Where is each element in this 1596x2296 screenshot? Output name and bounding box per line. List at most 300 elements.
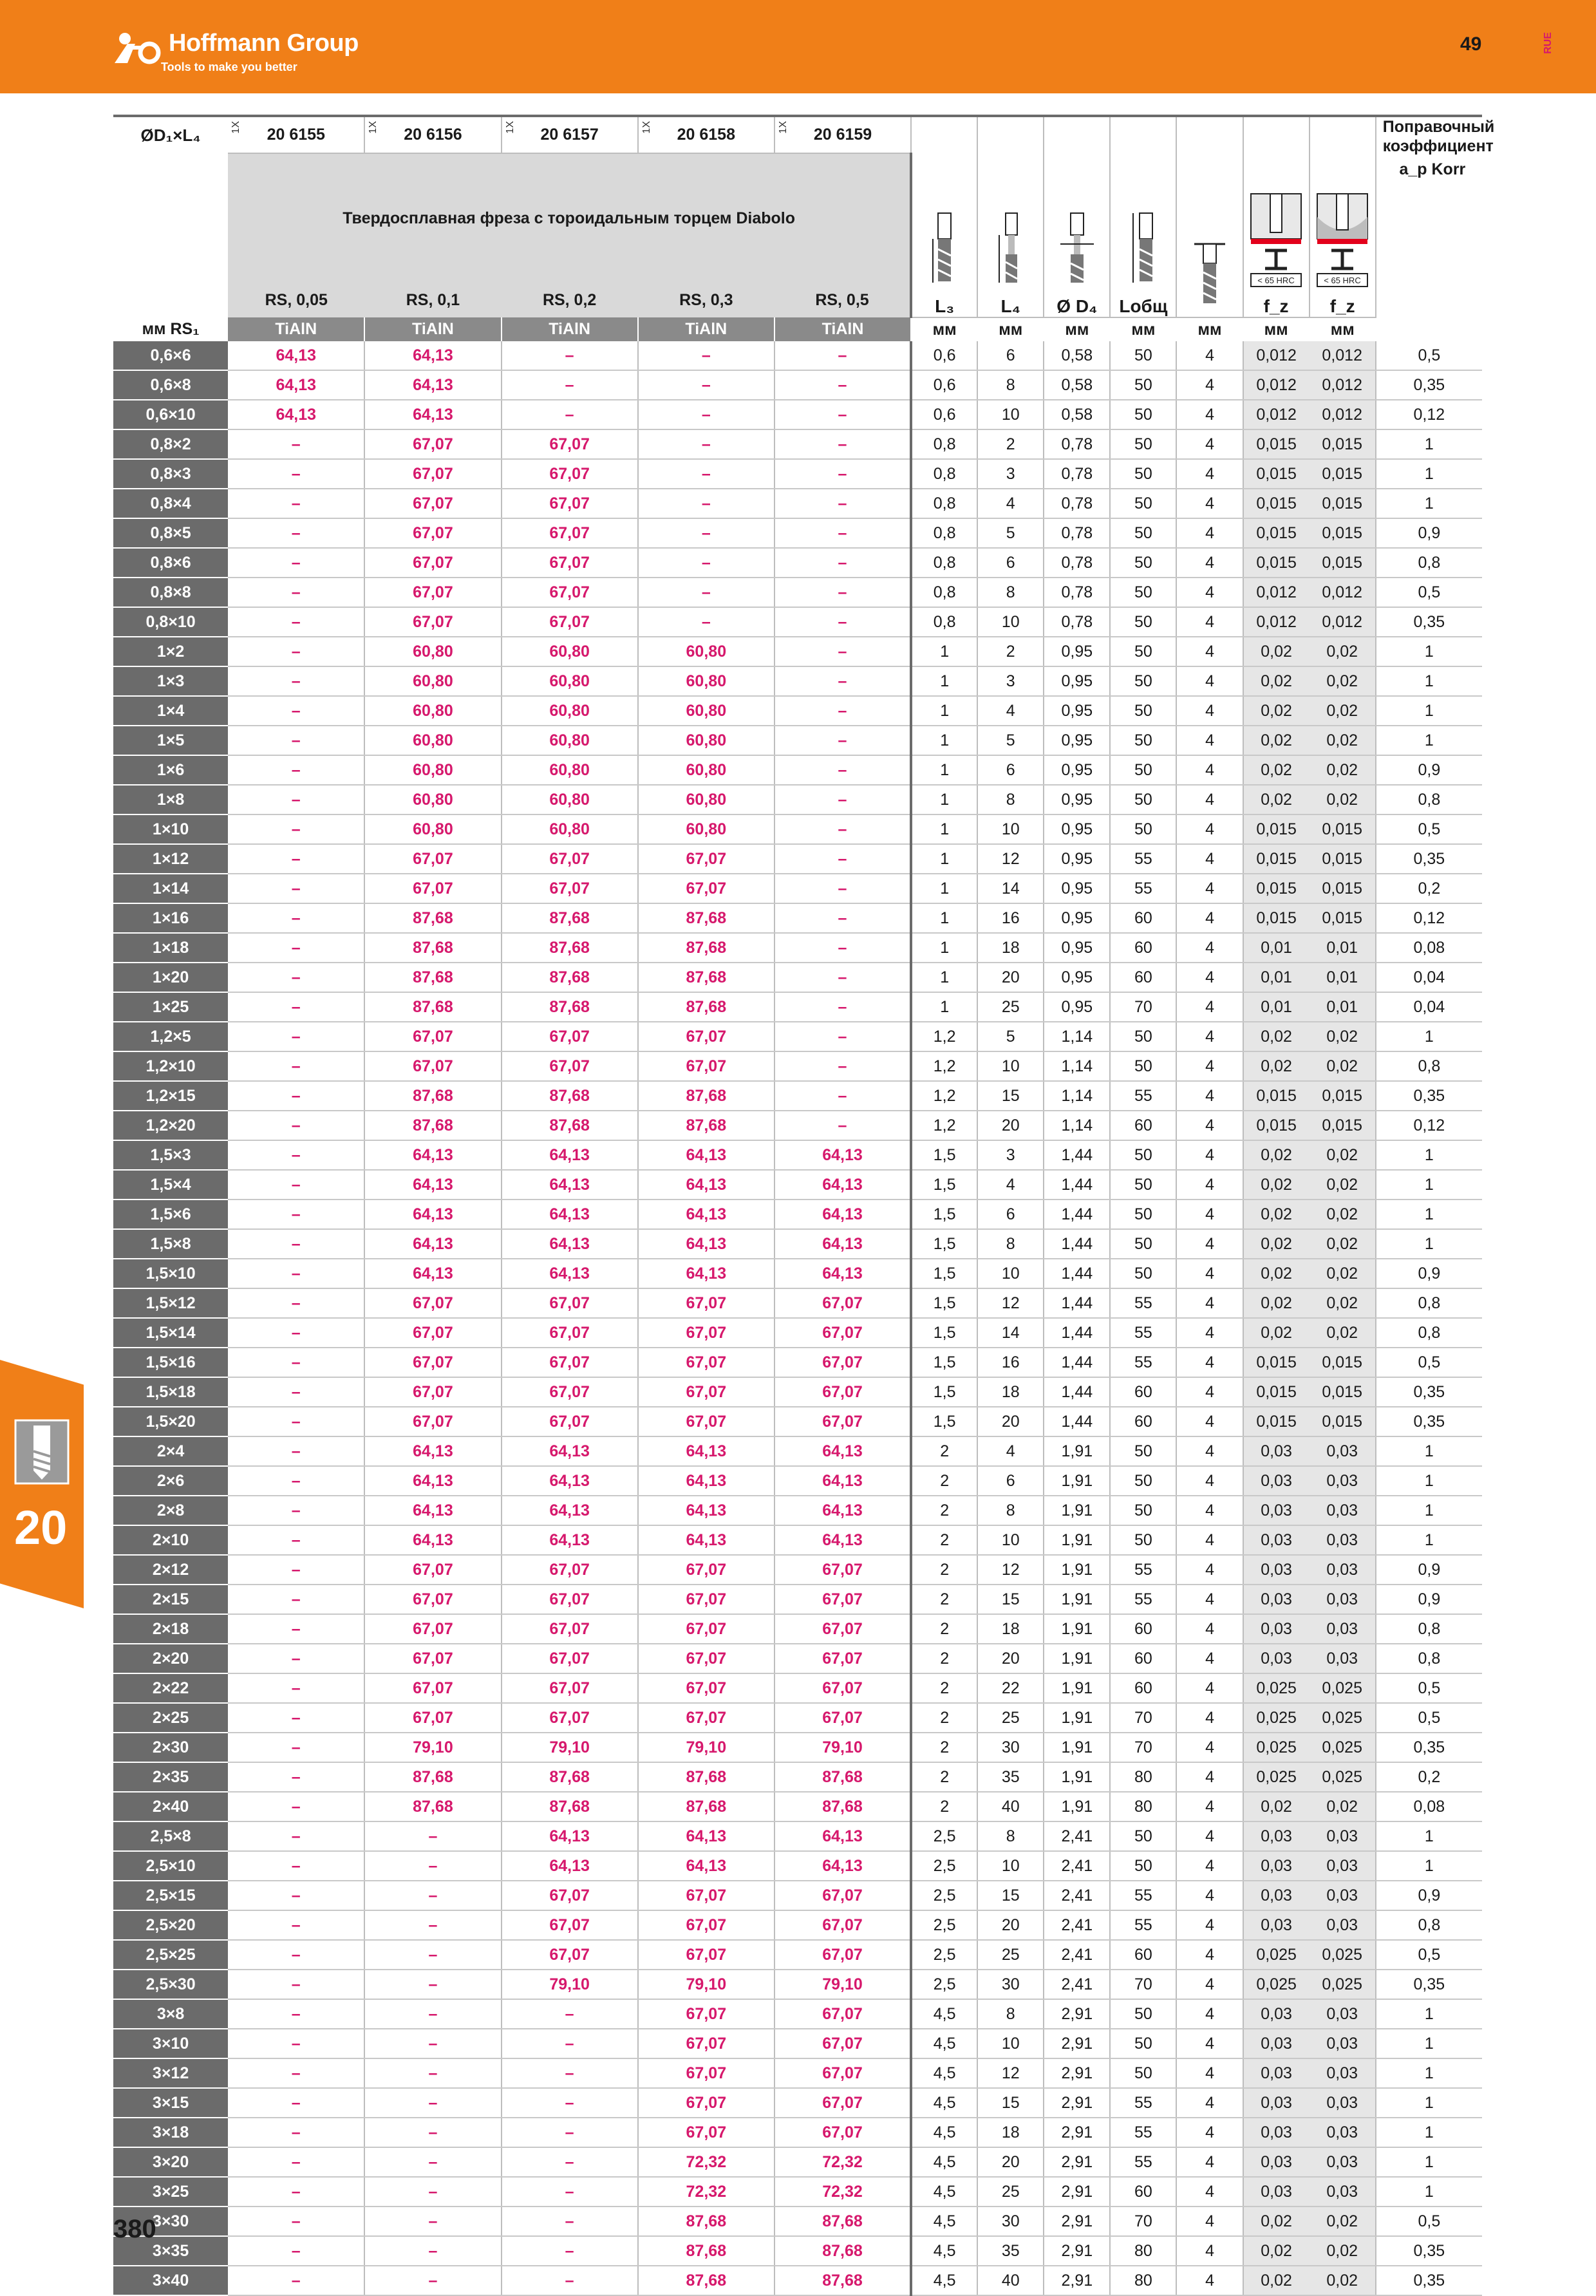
price-cell[interactable]: 67,07 <box>364 518 501 548</box>
table-row[interactable] <box>113 637 1482 666</box>
price-cell[interactable]: – <box>502 1999 638 2029</box>
table-row[interactable] <box>113 459 1482 489</box>
price-cell[interactable]: 60,80 <box>364 785 501 814</box>
price-cell[interactable]: 67,07 <box>502 1407 638 1436</box>
price-cell[interactable]: 87,68 <box>502 1081 638 1111</box>
price-cell[interactable]: 67,07 <box>638 1644 775 1673</box>
price-cell[interactable]: 67,07 <box>364 1703 501 1733</box>
price-cell[interactable]: 67,07 <box>502 518 638 548</box>
price-cell[interactable]: 87,68 <box>775 2266 911 2295</box>
price-cell[interactable]: – <box>228 1288 364 1318</box>
price-cell[interactable]: 64,13 <box>775 1170 911 1200</box>
price-cell[interactable]: – <box>228 726 364 755</box>
price-cell[interactable]: 67,07 <box>638 1348 775 1377</box>
price-cell[interactable]: 67,07 <box>364 607 501 637</box>
price-cell[interactable]: 87,68 <box>502 1792 638 1821</box>
price-cell[interactable]: – <box>228 1555 364 1585</box>
price-cell[interactable]: 64,13 <box>638 1229 775 1259</box>
price-cell[interactable]: 67,07 <box>364 489 501 518</box>
price-cell[interactable]: 64,13 <box>228 400 364 429</box>
table-row[interactable] <box>113 2236 1482 2266</box>
table-row[interactable] <box>113 1792 1482 1821</box>
table-row[interactable] <box>113 1377 1482 1407</box>
price-cell[interactable]: – <box>228 785 364 814</box>
table-row[interactable] <box>113 1140 1482 1170</box>
table-row[interactable] <box>113 1200 1482 1229</box>
price-cell[interactable]: – <box>228 2207 364 2236</box>
price-cell[interactable]: 79,10 <box>638 1733 775 1762</box>
price-cell[interactable]: 67,07 <box>364 578 501 607</box>
price-cell[interactable]: – <box>775 400 911 429</box>
article-header-1[interactable] <box>364 116 501 153</box>
price-cell[interactable]: – <box>228 2236 364 2266</box>
price-cell[interactable]: – <box>228 1466 364 1496</box>
price-cell[interactable]: 67,07 <box>775 2058 911 2088</box>
price-cell[interactable]: – <box>775 429 911 459</box>
price-cell[interactable]: 64,13 <box>775 1436 911 1466</box>
price-cell[interactable]: 64,13 <box>638 1170 775 1200</box>
price-cell[interactable]: – <box>775 933 911 963</box>
price-cell[interactable]: – <box>775 726 911 755</box>
price-cell[interactable]: 67,07 <box>502 1644 638 1673</box>
price-cell[interactable]: – <box>228 1733 364 1762</box>
price-cell[interactable]: 67,07 <box>502 1614 638 1644</box>
price-cell[interactable]: 87,68 <box>364 1792 501 1821</box>
price-cell[interactable]: 87,68 <box>638 1792 775 1821</box>
price-cell[interactable]: 64,13 <box>228 341 364 370</box>
price-cell[interactable]: – <box>638 548 775 578</box>
price-cell[interactable]: 87,68 <box>502 1762 638 1792</box>
price-cell[interactable]: – <box>228 1022 364 1051</box>
table-row[interactable] <box>113 1496 1482 1525</box>
price-cell[interactable]: 67,07 <box>502 1910 638 1940</box>
price-cell[interactable]: 64,13 <box>638 1436 775 1466</box>
price-cell[interactable]: – <box>228 1821 364 1851</box>
price-cell[interactable]: 67,07 <box>775 1585 911 1614</box>
table-row[interactable] <box>113 1733 1482 1762</box>
price-cell[interactable]: – <box>775 341 911 370</box>
price-cell[interactable]: 87,68 <box>364 1762 501 1792</box>
table-row[interactable] <box>113 429 1482 459</box>
price-cell[interactable]: 87,68 <box>502 992 638 1022</box>
price-cell[interactable]: – <box>502 2147 638 2177</box>
price-cell[interactable]: 64,13 <box>775 1200 911 1229</box>
price-cell[interactable]: – <box>502 2236 638 2266</box>
table-row[interactable] <box>113 1970 1482 1999</box>
price-cell[interactable]: 67,07 <box>775 1703 911 1733</box>
price-cell[interactable]: – <box>228 2177 364 2207</box>
price-cell[interactable]: 67,07 <box>502 1703 638 1733</box>
price-cell[interactable]: 72,32 <box>775 2147 911 2177</box>
price-cell[interactable]: – <box>775 963 911 992</box>
price-cell[interactable]: 64,13 <box>228 370 364 400</box>
price-cell[interactable]: 67,07 <box>775 1881 911 1910</box>
price-cell[interactable]: 64,13 <box>775 1140 911 1170</box>
price-cell[interactable]: 64,13 <box>502 1170 638 1200</box>
price-cell[interactable]: – <box>775 1111 911 1140</box>
price-cell[interactable]: – <box>775 637 911 666</box>
price-cell[interactable]: 67,07 <box>364 1555 501 1585</box>
price-cell[interactable]: – <box>775 459 911 489</box>
price-cell[interactable]: 67,07 <box>364 874 501 903</box>
price-cell[interactable]: – <box>228 1585 364 1614</box>
price-cell[interactable]: 64,13 <box>364 370 501 400</box>
price-cell[interactable]: 64,13 <box>502 1496 638 1525</box>
price-cell[interactable]: – <box>228 1051 364 1081</box>
price-cell[interactable]: 60,80 <box>502 755 638 785</box>
price-cell[interactable]: 67,07 <box>638 1940 775 1970</box>
price-cell[interactable]: 67,07 <box>775 1318 911 1348</box>
table-row[interactable] <box>113 755 1482 785</box>
price-cell[interactable]: 67,07 <box>638 874 775 903</box>
price-cell[interactable]: – <box>228 2029 364 2058</box>
price-cell[interactable]: 87,68 <box>364 992 501 1022</box>
price-cell[interactable]: – <box>228 844 364 874</box>
table-row[interactable] <box>113 1910 1482 1940</box>
price-cell[interactable]: 67,07 <box>502 489 638 518</box>
price-cell[interactable]: 67,07 <box>638 1318 775 1348</box>
table-row[interactable] <box>113 1288 1482 1318</box>
price-cell[interactable]: 64,13 <box>638 1525 775 1555</box>
price-cell[interactable]: – <box>502 2177 638 2207</box>
price-cell[interactable]: 67,07 <box>638 1881 775 1910</box>
price-cell[interactable]: – <box>775 518 911 548</box>
table-row[interactable] <box>113 1821 1482 1851</box>
price-cell[interactable]: 87,68 <box>502 903 638 933</box>
price-cell[interactable]: 67,07 <box>364 1673 501 1703</box>
price-cell[interactable]: 87,68 <box>775 2236 911 2266</box>
table-row[interactable] <box>113 874 1482 903</box>
table-row[interactable] <box>113 607 1482 637</box>
price-cell[interactable]: – <box>228 1318 364 1348</box>
table-row[interactable] <box>113 578 1482 607</box>
price-cell[interactable]: 64,13 <box>775 1851 911 1881</box>
article-header-0[interactable] <box>228 116 364 153</box>
price-cell[interactable]: 67,07 <box>638 1288 775 1318</box>
table-row[interactable] <box>113 1851 1482 1881</box>
price-cell[interactable]: 67,07 <box>775 2118 911 2147</box>
table-row[interactable] <box>113 548 1482 578</box>
price-cell[interactable]: – <box>502 2266 638 2295</box>
price-cell[interactable]: – <box>638 459 775 489</box>
price-cell[interactable]: 67,07 <box>364 1614 501 1644</box>
table-row[interactable] <box>113 726 1482 755</box>
price-cell[interactable]: 67,07 <box>364 1318 501 1348</box>
price-cell[interactable]: 67,07 <box>638 1022 775 1051</box>
table-row[interactable] <box>113 814 1482 844</box>
price-cell[interactable]: 60,80 <box>502 696 638 726</box>
price-cell[interactable]: – <box>775 755 911 785</box>
price-cell[interactable]: – <box>228 1436 364 1466</box>
table-row[interactable] <box>113 518 1482 548</box>
price-cell[interactable]: – <box>364 2236 501 2266</box>
price-cell[interactable]: 87,68 <box>364 963 501 992</box>
price-cell[interactable]: 87,68 <box>638 963 775 992</box>
price-cell[interactable]: – <box>228 637 364 666</box>
price-cell[interactable]: – <box>364 2058 501 2088</box>
table-row[interactable] <box>113 2177 1482 2207</box>
price-cell[interactable]: 60,80 <box>638 637 775 666</box>
price-cell[interactable]: 60,80 <box>502 637 638 666</box>
table-row[interactable] <box>113 2266 1482 2295</box>
price-cell[interactable]: – <box>228 489 364 518</box>
table-row[interactable] <box>113 1703 1482 1733</box>
price-cell[interactable]: 67,07 <box>502 1318 638 1348</box>
price-cell[interactable]: – <box>228 459 364 489</box>
price-cell[interactable]: 64,13 <box>638 1200 775 1229</box>
price-cell[interactable]: 60,80 <box>364 666 501 696</box>
price-cell[interactable]: 60,80 <box>364 726 501 755</box>
price-cell[interactable]: – <box>638 400 775 429</box>
price-cell[interactable]: 67,07 <box>502 548 638 578</box>
table-row[interactable] <box>113 341 1482 370</box>
price-cell[interactable]: 87,68 <box>364 933 501 963</box>
price-cell[interactable]: 67,07 <box>364 429 501 459</box>
price-cell[interactable]: 67,07 <box>364 1022 501 1051</box>
price-cell[interactable]: 64,13 <box>502 1229 638 1259</box>
price-cell[interactable]: 67,07 <box>502 459 638 489</box>
price-cell[interactable]: 67,07 <box>502 578 638 607</box>
price-cell[interactable]: 67,07 <box>775 2029 911 2058</box>
price-cell[interactable]: 72,32 <box>775 2177 911 2207</box>
price-cell[interactable]: – <box>364 2147 501 2177</box>
price-cell[interactable]: – <box>228 903 364 933</box>
price-cell[interactable]: 67,07 <box>638 1673 775 1703</box>
price-cell[interactable]: 64,13 <box>364 1140 501 1170</box>
price-cell[interactable]: 64,13 <box>775 1259 911 1288</box>
price-cell[interactable]: – <box>364 2266 501 2295</box>
price-cell[interactable]: – <box>775 844 911 874</box>
price-cell[interactable]: – <box>502 370 638 400</box>
price-cell[interactable]: 67,07 <box>502 429 638 459</box>
price-cell[interactable]: – <box>502 341 638 370</box>
table-row[interactable] <box>113 370 1482 400</box>
price-cell[interactable]: 67,07 <box>502 1585 638 1614</box>
price-cell[interactable]: 67,07 <box>364 1348 501 1377</box>
price-cell[interactable]: – <box>228 666 364 696</box>
price-cell[interactable]: 87,68 <box>638 903 775 933</box>
price-cell[interactable]: – <box>228 1170 364 1200</box>
price-cell[interactable]: 67,07 <box>502 1555 638 1585</box>
price-cell[interactable]: 64,13 <box>502 1436 638 1466</box>
price-cell[interactable]: – <box>638 341 775 370</box>
price-cell[interactable]: 64,13 <box>502 1851 638 1881</box>
table-row[interactable] <box>113 1318 1482 1348</box>
price-cell[interactable]: – <box>228 1614 364 1644</box>
price-cell[interactable]: – <box>502 400 638 429</box>
price-cell[interactable]: 64,13 <box>364 1200 501 1229</box>
price-cell[interactable]: 87,68 <box>364 1081 501 1111</box>
price-cell[interactable]: – <box>775 1081 911 1111</box>
price-cell[interactable]: 79,10 <box>364 1733 501 1762</box>
table-row[interactable] <box>113 1881 1482 1910</box>
price-cell[interactable]: 64,13 <box>638 1466 775 1496</box>
price-cell[interactable]: 64,13 <box>638 1496 775 1525</box>
price-cell[interactable]: 67,07 <box>638 1910 775 1940</box>
price-cell[interactable]: – <box>364 2177 501 2207</box>
price-cell[interactable]: – <box>775 814 911 844</box>
price-cell[interactable]: 60,80 <box>638 726 775 755</box>
price-cell[interactable]: 64,13 <box>775 1821 911 1851</box>
price-cell[interactable]: – <box>228 874 364 903</box>
price-cell[interactable]: 60,80 <box>364 637 501 666</box>
price-cell[interactable]: – <box>502 2118 638 2147</box>
price-cell[interactable]: – <box>228 429 364 459</box>
price-cell[interactable]: 87,68 <box>364 1111 501 1140</box>
table-row[interactable] <box>113 1585 1482 1614</box>
price-cell[interactable]: 60,80 <box>502 726 638 755</box>
table-row[interactable] <box>113 1051 1482 1081</box>
price-cell[interactable]: 67,07 <box>638 1614 775 1644</box>
price-cell[interactable]: 64,13 <box>364 1436 501 1466</box>
price-cell[interactable]: 67,07 <box>775 1555 911 1585</box>
table-row[interactable] <box>113 1436 1482 1466</box>
price-cell[interactable]: 67,07 <box>502 1881 638 1910</box>
price-cell[interactable]: – <box>364 2088 501 2118</box>
price-cell[interactable]: 87,68 <box>775 1762 911 1792</box>
price-cell[interactable]: 64,13 <box>364 1170 501 1200</box>
price-cell[interactable]: 64,13 <box>502 1466 638 1496</box>
price-cell[interactable]: 67,07 <box>775 2088 911 2118</box>
price-cell[interactable]: – <box>775 1022 911 1051</box>
price-cell[interactable]: 64,13 <box>638 1140 775 1170</box>
price-cell[interactable]: – <box>228 1999 364 2029</box>
price-cell[interactable]: 64,13 <box>364 341 501 370</box>
price-cell[interactable]: 60,80 <box>364 814 501 844</box>
price-cell[interactable]: 64,13 <box>502 1525 638 1555</box>
price-cell[interactable]: 60,80 <box>502 666 638 696</box>
price-cell[interactable]: 67,07 <box>502 1022 638 1051</box>
brand-logo[interactable] <box>113 22 384 80</box>
price-cell[interactable]: – <box>775 489 911 518</box>
price-cell[interactable]: 67,07 <box>638 1407 775 1436</box>
price-cell[interactable]: – <box>364 1910 501 1940</box>
price-cell[interactable]: 67,07 <box>502 1377 638 1407</box>
price-cell[interactable]: 87,68 <box>638 1081 775 1111</box>
price-cell[interactable]: 67,07 <box>364 548 501 578</box>
price-cell[interactable]: 64,13 <box>502 1259 638 1288</box>
price-cell[interactable]: 60,80 <box>502 785 638 814</box>
price-cell[interactable]: 64,13 <box>775 1525 911 1555</box>
table-row[interactable] <box>113 2207 1482 2236</box>
price-cell[interactable]: 60,80 <box>638 666 775 696</box>
price-cell[interactable]: 72,32 <box>638 2177 775 2207</box>
price-cell[interactable]: 67,07 <box>775 1673 911 1703</box>
article-header-2[interactable] <box>502 116 638 153</box>
price-cell[interactable]: – <box>228 2118 364 2147</box>
table-row[interactable] <box>113 2029 1482 2058</box>
price-cell[interactable]: 64,13 <box>775 1496 911 1525</box>
price-cell[interactable]: 60,80 <box>638 814 775 844</box>
price-cell[interactable]: 67,07 <box>364 1377 501 1407</box>
price-cell[interactable]: 67,07 <box>638 1999 775 2029</box>
price-cell[interactable]: – <box>638 578 775 607</box>
table-row[interactable] <box>113 1999 1482 2029</box>
price-cell[interactable]: – <box>775 992 911 1022</box>
price-cell[interactable]: 60,80 <box>638 696 775 726</box>
price-cell[interactable]: – <box>228 1970 364 1999</box>
price-cell[interactable]: – <box>364 1821 501 1851</box>
price-cell[interactable]: – <box>228 933 364 963</box>
price-cell[interactable]: – <box>775 548 911 578</box>
price-cell[interactable]: – <box>502 2029 638 2058</box>
price-cell[interactable]: 79,10 <box>775 1970 911 1999</box>
price-cell[interactable]: – <box>228 755 364 785</box>
price-cell[interactable]: – <box>228 1792 364 1821</box>
price-cell[interactable]: 67,07 <box>775 1377 911 1407</box>
table-row[interactable] <box>113 666 1482 696</box>
price-cell[interactable]: 79,10 <box>502 1733 638 1762</box>
table-row[interactable] <box>113 1229 1482 1259</box>
price-cell[interactable]: 60,80 <box>638 785 775 814</box>
price-cell[interactable]: – <box>775 785 911 814</box>
price-cell[interactable]: 60,80 <box>364 755 501 785</box>
price-cell[interactable]: – <box>502 2058 638 2088</box>
price-cell[interactable]: 67,07 <box>775 1614 911 1644</box>
price-cell[interactable]: 64,13 <box>638 1821 775 1851</box>
price-cell[interactable]: – <box>228 1259 364 1288</box>
price-cell[interactable]: 67,07 <box>364 459 501 489</box>
price-cell[interactable]: – <box>228 992 364 1022</box>
price-cell[interactable]: 60,80 <box>364 696 501 726</box>
price-cell[interactable]: – <box>228 963 364 992</box>
table-row[interactable] <box>113 1170 1482 1200</box>
price-cell[interactable]: 67,07 <box>638 2029 775 2058</box>
price-cell[interactable]: 67,07 <box>638 2118 775 2147</box>
price-cell[interactable]: – <box>364 1881 501 1910</box>
price-cell[interactable]: – <box>775 607 911 637</box>
price-cell[interactable]: – <box>228 607 364 637</box>
price-cell[interactable]: 64,13 <box>364 1525 501 1555</box>
price-cell[interactable]: 64,13 <box>364 1466 501 1496</box>
price-cell[interactable]: – <box>364 2118 501 2147</box>
price-cell[interactable]: – <box>364 1851 501 1881</box>
price-cell[interactable]: 64,13 <box>364 1259 501 1288</box>
table-row[interactable] <box>113 489 1482 518</box>
price-cell[interactable]: – <box>228 1496 364 1525</box>
table-row[interactable] <box>113 2118 1482 2147</box>
price-cell[interactable]: – <box>228 1407 364 1436</box>
table-row[interactable] <box>113 1762 1482 1792</box>
price-cell[interactable]: – <box>364 1999 501 2029</box>
table-row[interactable] <box>113 1940 1482 1970</box>
table-row[interactable] <box>113 963 1482 992</box>
price-cell[interactable]: 87,68 <box>364 903 501 933</box>
price-cell[interactable]: 67,07 <box>502 1348 638 1377</box>
price-cell[interactable]: 64,13 <box>638 1259 775 1288</box>
table-row[interactable] <box>113 2088 1482 2118</box>
price-cell[interactable]: 67,07 <box>638 844 775 874</box>
price-cell[interactable]: 64,13 <box>364 1496 501 1525</box>
price-cell[interactable]: – <box>775 874 911 903</box>
price-cell[interactable]: 67,07 <box>638 1703 775 1733</box>
price-cell[interactable]: 72,32 <box>638 2147 775 2177</box>
table-row[interactable] <box>113 1614 1482 1644</box>
price-cell[interactable]: 67,07 <box>502 607 638 637</box>
price-cell[interactable]: 60,80 <box>502 814 638 844</box>
price-cell[interactable]: 67,07 <box>638 1051 775 1081</box>
price-cell[interactable]: – <box>228 1851 364 1881</box>
price-cell[interactable]: 67,07 <box>638 2088 775 2118</box>
price-cell[interactable]: 67,07 <box>775 1644 911 1673</box>
price-cell[interactable]: 64,13 <box>775 1229 911 1259</box>
price-cell[interactable]: – <box>775 666 911 696</box>
price-cell[interactable]: – <box>228 2058 364 2088</box>
price-cell[interactable]: – <box>228 518 364 548</box>
price-cell[interactable]: 87,68 <box>638 1762 775 1792</box>
price-cell[interactable]: 67,07 <box>638 1377 775 1407</box>
table-row[interactable] <box>113 1348 1482 1377</box>
